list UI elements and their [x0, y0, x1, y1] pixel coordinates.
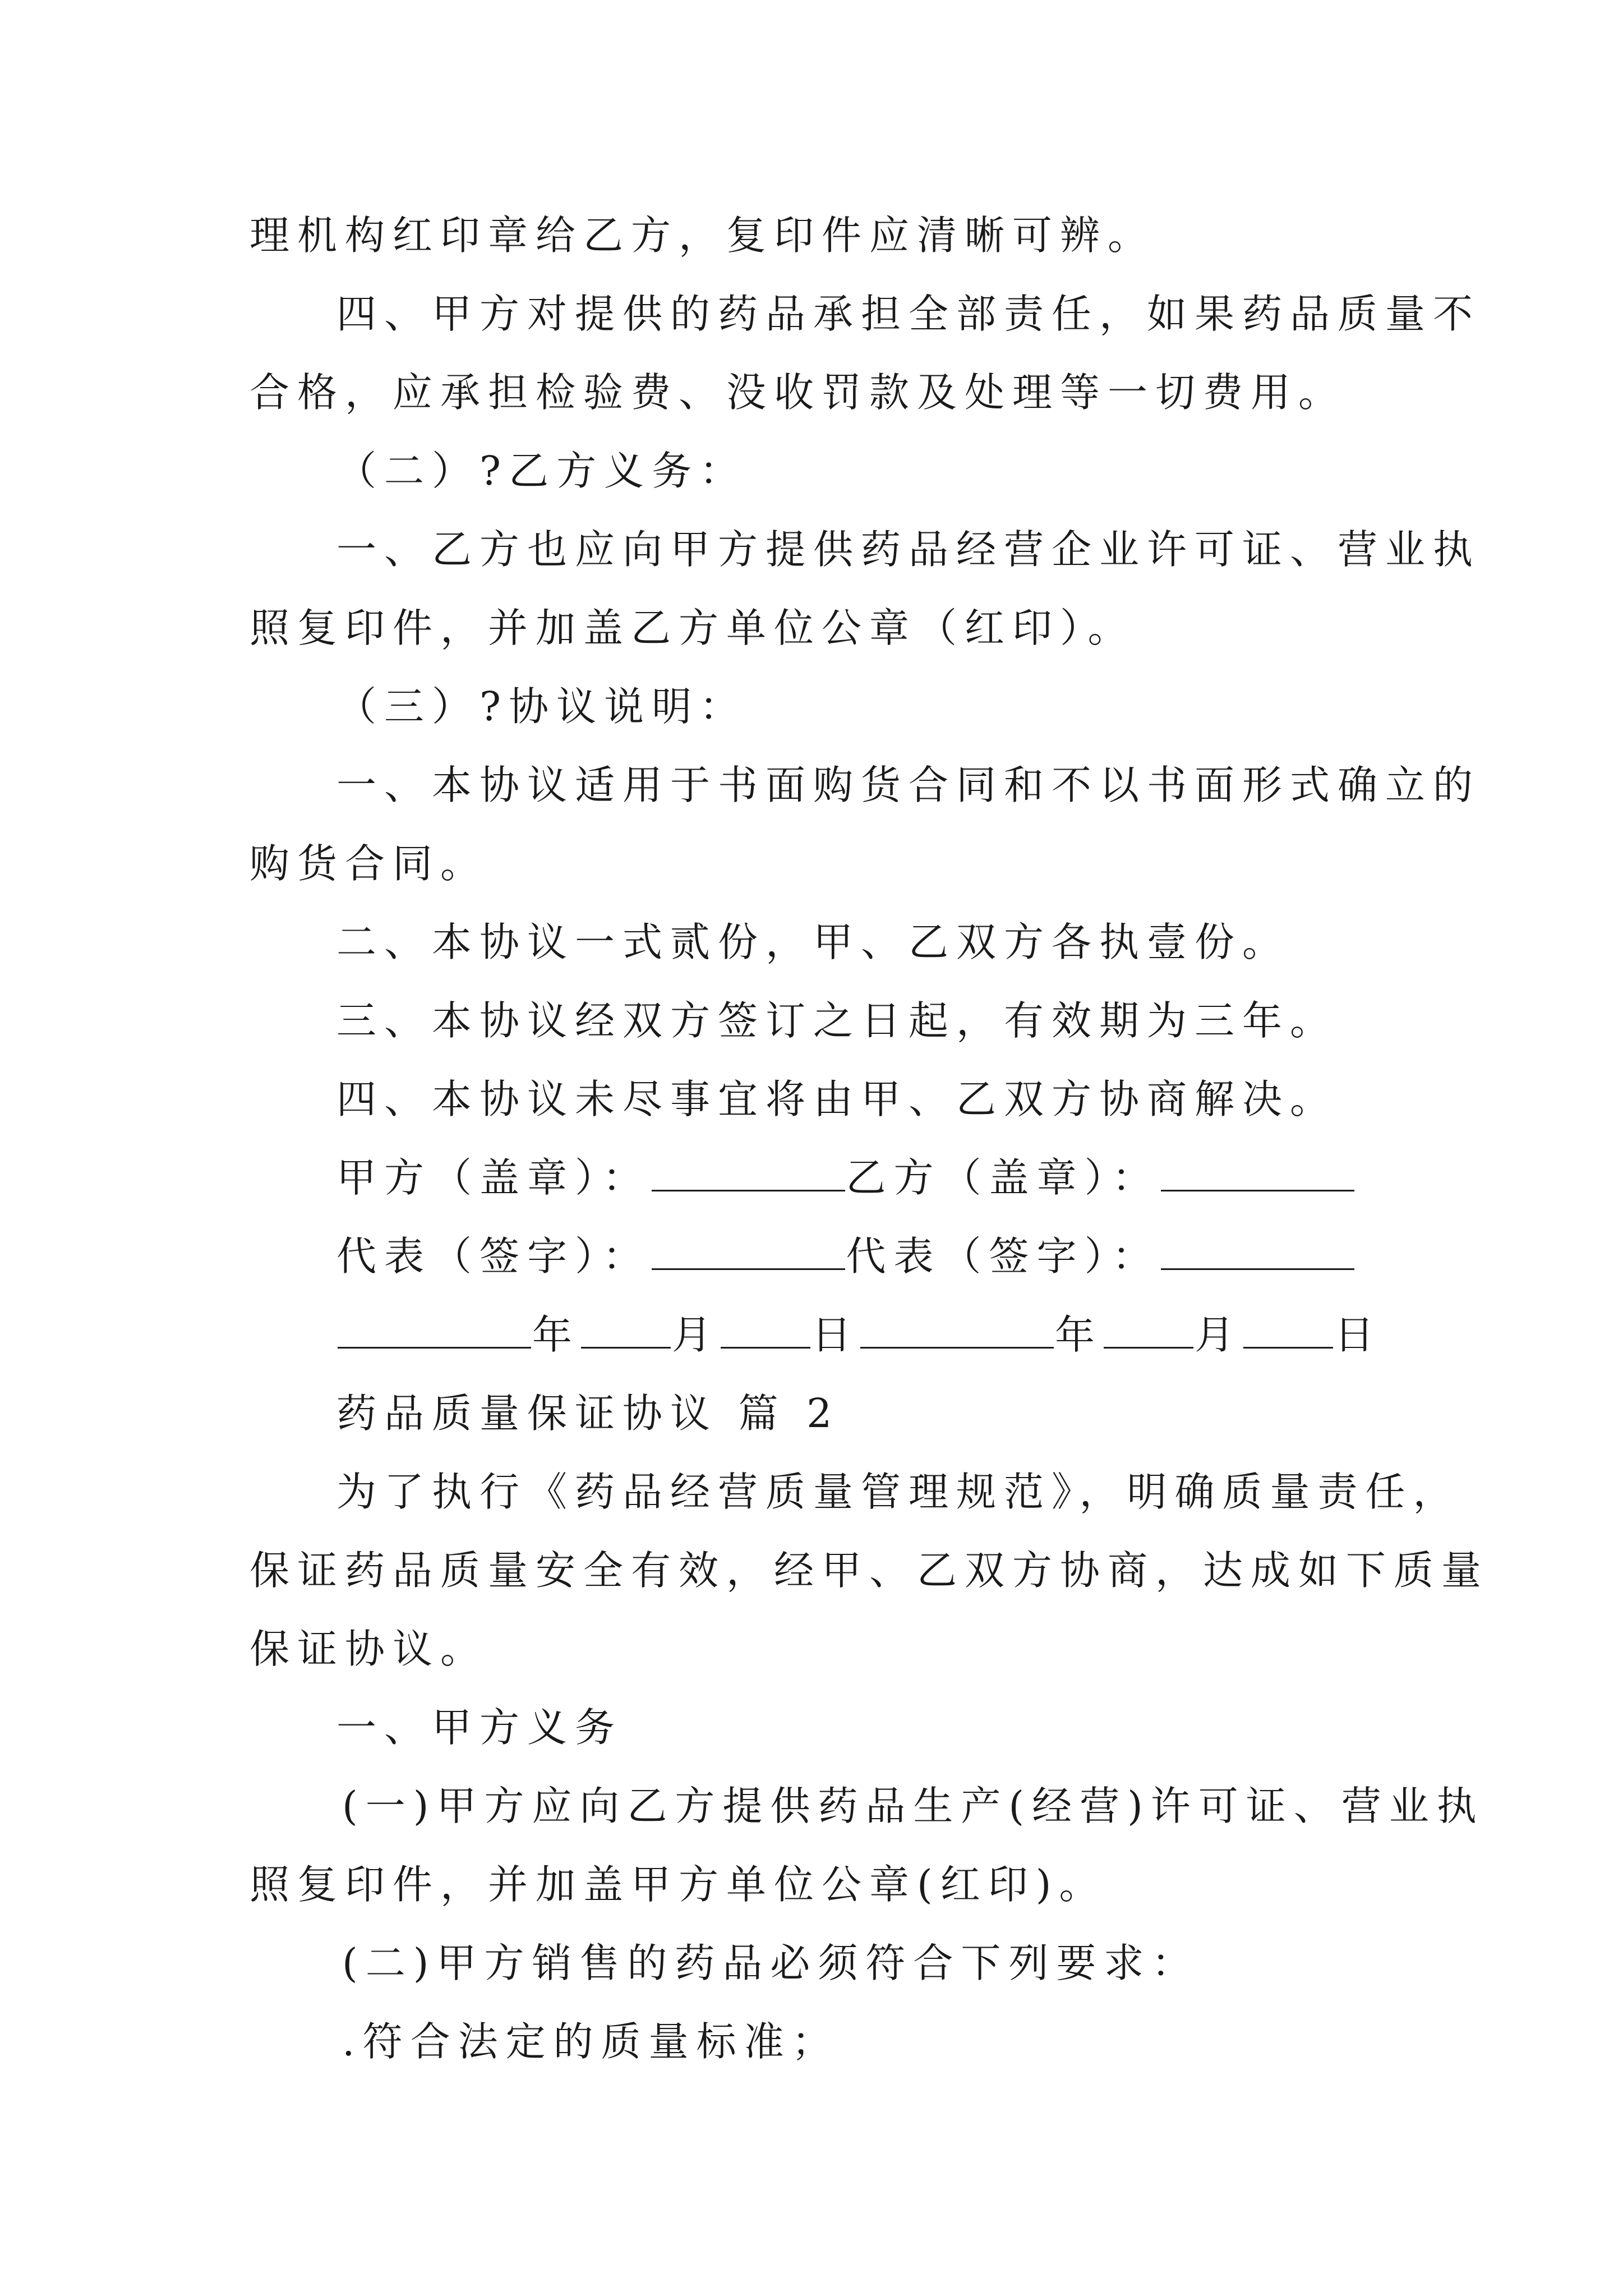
- party-b-seal-label: 乙方（盖章）：: [846, 1154, 1160, 1201]
- paragraph-line: 三、本协议经双方签订之日起，有效期为三年。: [336, 997, 1338, 1044]
- date-b-day-field[interactable]: [1243, 1312, 1333, 1349]
- signature-row-seal: [336, 1150, 1355, 1206]
- paragraph-line: 四、本协议未尽事宜将由甲、乙双方协商解决。: [336, 1076, 1338, 1122]
- month-label: 月: [672, 1312, 720, 1358]
- month-label: 月: [1195, 1312, 1243, 1358]
- rep-b-field[interactable]: [1161, 1234, 1354, 1270]
- paragraph-line: 保证协议。: [250, 1626, 488, 1672]
- section-heading: （二）?乙方义务：: [336, 448, 748, 494]
- section-heading: 一、甲方义务: [336, 1704, 623, 1751]
- rep-a-field[interactable]: [652, 1234, 845, 1270]
- date-b-year-field[interactable]: [860, 1312, 1054, 1349]
- paragraph-line: 照复印件，并加盖乙方单位公章（红印）。: [250, 605, 1136, 651]
- paragraph-line: 一、乙方也应向甲方提供药品经营企业许可证、营业执: [336, 526, 1481, 573]
- paragraph-line: 保证药品质量安全有效，经甲、乙双方协商，达成如下质量: [250, 1547, 1490, 1594]
- year-label: 年: [532, 1312, 580, 1358]
- paragraph-line: 二、本协议一式贰份，甲、乙双方各执壹份。: [336, 919, 1290, 965]
- rep-b-label: 代表（签字）：: [846, 1233, 1160, 1280]
- rep-a-label: 代表（签字）：: [336, 1233, 651, 1280]
- paragraph-line: (二)甲方销售的药品必须符合下列要求：: [342, 1940, 1200, 1986]
- day-label: 日: [1334, 1312, 1382, 1358]
- year-label: 年: [1055, 1312, 1103, 1358]
- date-a-day-field[interactable]: [721, 1312, 810, 1349]
- section-heading: （三）?协议说明：: [336, 683, 748, 730]
- party-a-seal-field[interactable]: [652, 1155, 845, 1191]
- date-a-month-field[interactable]: [581, 1312, 671, 1349]
- signature-row-date: [336, 1307, 1382, 1363]
- day-label: 日: [811, 1312, 860, 1358]
- party-b-seal-field[interactable]: [1161, 1155, 1354, 1191]
- list-item: .符合法定的质量标准；: [342, 2018, 840, 2065]
- paragraph-line: (一)甲方应向乙方提供药品生产(经营)许可证、营业执: [342, 1783, 1484, 1829]
- paragraph-line: 理机构红印章给乙方，复印件应清晰可辨。: [250, 212, 1156, 259]
- party-a-seal-label: 甲方（盖章）：: [336, 1154, 651, 1201]
- paragraph-line: 四、甲方对提供的药品承担全部责任，如果药品质量不: [336, 291, 1481, 337]
- paragraph-line: 为了执行《药品经营质量管理规范》，明确质量责任，: [336, 1469, 1461, 1515]
- section-title: 药品质量保证协议 篇 2: [336, 1390, 840, 1437]
- signature-row-representative: [336, 1228, 1355, 1285]
- date-b-month-field[interactable]: [1104, 1312, 1193, 1349]
- date-a-year-field[interactable]: [338, 1312, 531, 1349]
- paragraph-line: 合格，应承担检验费、没收罚款及处理等一切费用。: [250, 369, 1347, 416]
- paragraph-line: 照复印件，并加盖甲方单位公章(红印)。: [250, 1861, 1107, 1908]
- paragraph-line: 购货合同。: [250, 840, 488, 887]
- paragraph-line: 一、本协议适用于书面购货合同和不以书面形式确立的: [336, 762, 1481, 808]
